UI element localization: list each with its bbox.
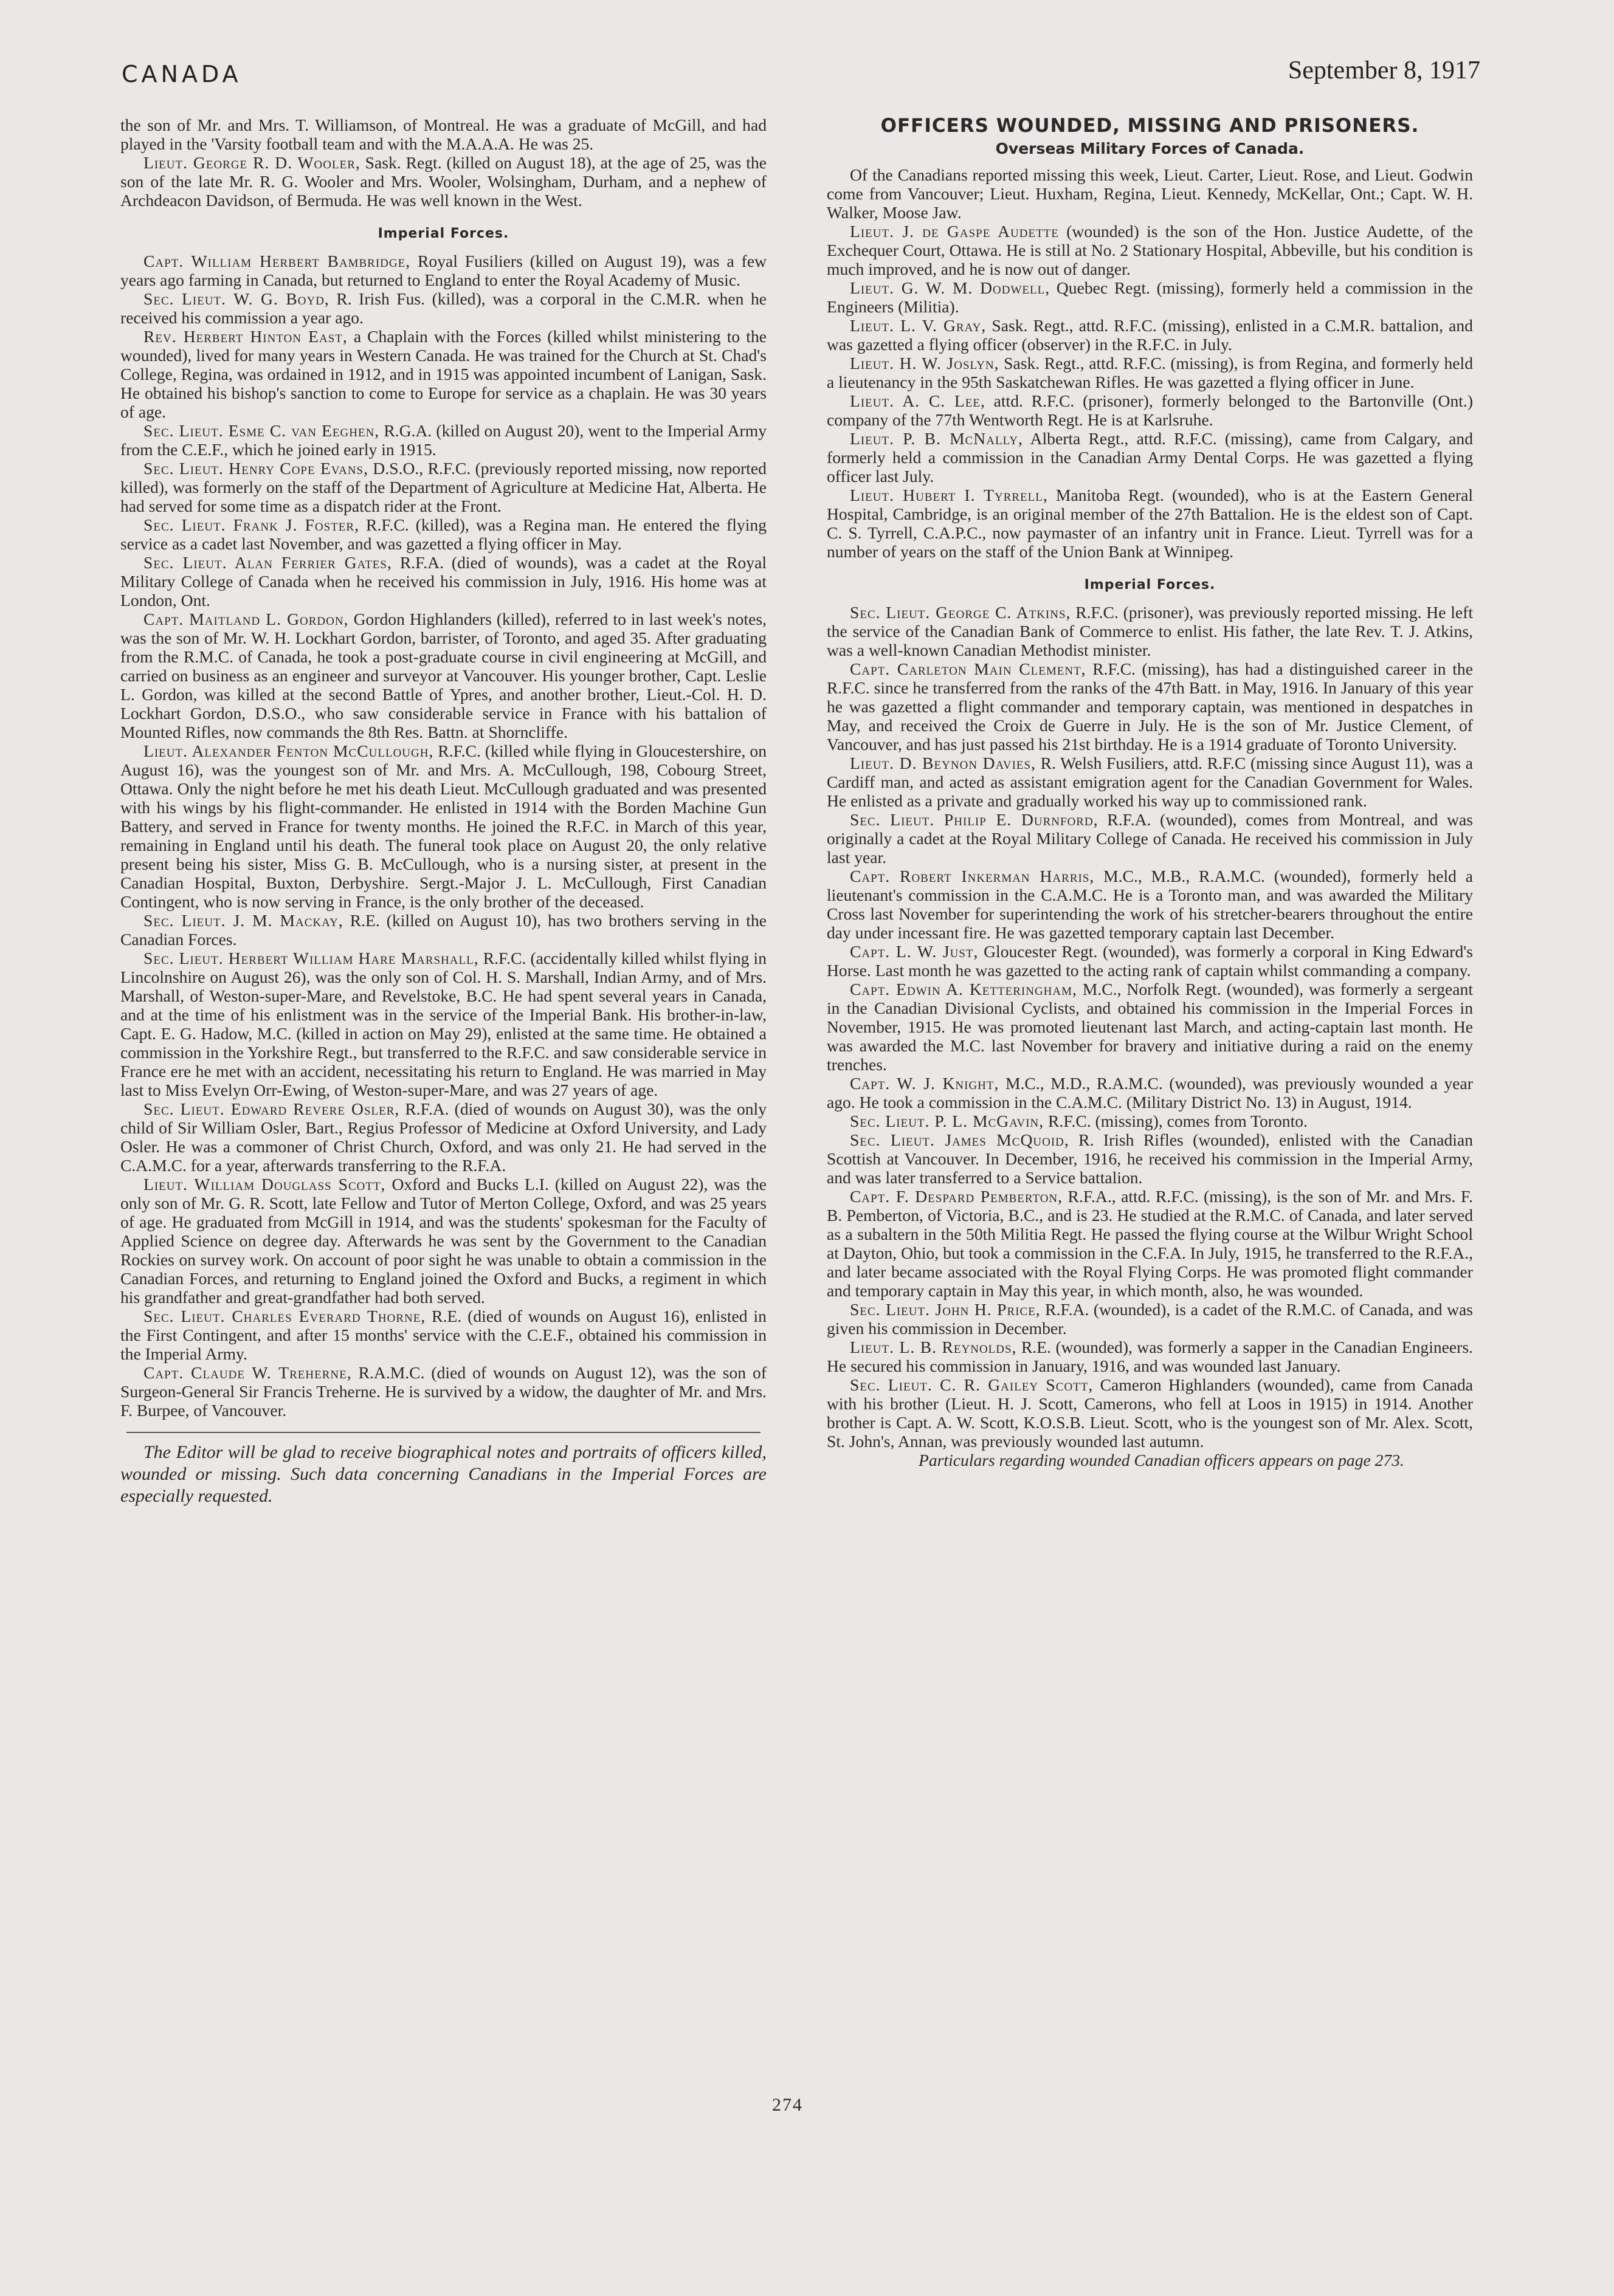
officer-name: Sec. Lieut. W. G. Boyd,: [143, 289, 329, 308]
entry-text: attd. R.F.C. (prisoner), formerly belonged to the Bartonville (Ont.) company of the 77th Wentworth Regt. He is at Karlsruhe.: [827, 391, 1474, 429]
officer-name: Lieut. H. W. Joslyn,: [850, 354, 999, 373]
obituary-entry: [120, 1363, 767, 1420]
obituary-entry: [120, 1307, 767, 1363]
entry-text: R.E. (killed on August 10), has two brothers serving in the Canadian Forces.: [120, 911, 767, 949]
entry-text: R.G.A. (killed on August 20), went to the Imperial Army from the C.E.F., which he joined early in 1915.: [120, 421, 767, 459]
casualty-entry: [827, 603, 1473, 659]
casualty-entry: [827, 1187, 1473, 1300]
entry-text: R. Irish Rifles (wounded), enlisted with the Canadian Scottish at Vancouver. In December, 1916, he received his commission in the Imperial Army, and was later transferred to a Service battalion.: [827, 1130, 1473, 1187]
officer-name: Sec. Lieut. Henry Cope Evans,: [143, 459, 369, 478]
entry-text: Alberta Regt., attd. R.F.C. (missing), came from Calgary, and formerly held a commission in the Canadian Army Dental Corps. He was gazetted a flying officer last July.: [827, 429, 1473, 486]
entry-text: M.C., M.D., R.A.M.C. (wounded), was previously wounded a year ago. He took a commission in the C.A.M.C. (Military District No. 13) in August, 1914.: [827, 1074, 1473, 1112]
entry-text: Sask. Regt., attd. R.F.C. (missing), enlisted in a C.M.R. battalion, and was gazetted a flying officer (observer) in the R.F.C. in July.: [827, 316, 1473, 354]
officer-name: Sec. Lieut. George C. Atkins,: [850, 603, 1071, 622]
obituary-entry: [120, 741, 767, 911]
entry-text: R.F.C. (missing), has had a distinguished career in the R.F.C. since he transferred from the ranks of the 47th Batt. in May, 1916. In January of this year he was gazetted a flight commander and temporary captain, was mentioned in despatches in May, and received the Croix de Guerre in July. He is the son of Mr. Justice Clement, of Vancouver, and has just passed his 21st birthday. He is a 1914 graduate of Toronto University.: [827, 659, 1473, 754]
entry-text: R.F.C. (prisoner), was previously reported missing. He left the service of the Canadian Bank of Commerce to enlist. His father, the late Rev. T. J. Atkins, was a well-known Canadian Methodist minister.: [827, 603, 1473, 659]
entry-text: R.F.A., attd. R.F.C. (missing), is the son of Mr. and Mrs. F. B. Pemberton, of Victoria, B.C., and is 23. He studied at the R.M.C. of Canada, and later served as a subaltern in the 50th Militia Regt. He passed the flying course at the Wilbur Wright School at Dayton, Ohio, but took a commission in the C.F.A. In July, 1915, he transferred to the R.F.A., and later became associated with the Royal Flying Corps. He was promoted flight commander and temporary captain in May this year, in which month, also, he was wounded.: [827, 1187, 1473, 1300]
obituary-entry: [120, 1099, 767, 1175]
officer-name: Capt. F. Despard Pemberton,: [850, 1187, 1063, 1206]
entry-text: R.E. (died of wounds on August 16), enlisted in the First Contingent, and after 15 months' service with the C.E.F., obtained his commission in the Imperial Army.: [120, 1307, 767, 1363]
officer-name: Lieut. A. C. Lee,: [850, 391, 985, 410]
casualty-entry: [827, 222, 1473, 278]
entry-text: R.F.A. (died of wounds on August 30), was the only child of Sir William Osler, Bart., Regius Professor of Medicine at Oxford University, and Lady Osler. He was a commoner of Christ Church, Oxford, and was only 21. He had served in the C.A.M.C. for a year, afterwards transferring to the R.F.A.: [120, 1099, 767, 1175]
imperial-entries-list: [120, 252, 767, 1420]
officer-name: Lieut. P. B. McNally,: [850, 429, 1023, 448]
entry-text: R. Welsh Fusiliers, attd. R.F.C (missing since August 11), was a Cardiff man, and acted as assistant emigration agent for the Canadian Government for Wales. He enlisted as a private and gradually worked his way up to commissioned rank.: [827, 754, 1474, 810]
obituary-entry: [120, 289, 767, 327]
entry-text: Sask. Regt., attd. R.F.C. (missing), is from Regina, and formerly held a lieutenancy in the 95th Saskatchewan Rifles. He was gazetted a flying officer in June.: [827, 354, 1473, 391]
officer-name: Sec. Lieut. James McQuoid,: [850, 1130, 1069, 1149]
entry-text: Royal Fusiliers (killed on August 19), was a few years ago farming in Canada, but returned to England to enter the Royal Academy of Music.: [120, 252, 767, 289]
officer-name: Lieut. George R. D. Wooler,: [143, 153, 360, 172]
officer-name: Sec. Lieut. Alan Ferrier Gates,: [143, 553, 392, 572]
officer-name: Lieut. L. V. Gray,: [850, 316, 987, 335]
casualty-entry: [827, 754, 1473, 810]
imperial-forces-heading: Imperial Forces.: [1084, 577, 1216, 593]
cross-reference-note: Particulars regarding wounded Canadian officers appears on page 273.: [919, 1451, 1404, 1469]
imperial-entries-list: [827, 603, 1473, 1451]
intro-paragraph: Of the Canadians reported missing this week, Lieut. Carter, Lieut. Rose, and Lieut. Godwin come from Vancouver; Lieut. Huxham, Regina, Lieut. Kennedy, McKellar, Ont.; Capt. W. H. Walker, Moose Jaw.: [827, 165, 1473, 222]
section-subtitle: Overseas Military Forces of Canada.: [995, 140, 1305, 157]
officer-name: Lieut. D. Beynon Davies,: [850, 754, 1036, 772]
officer-name: Lieut. William Douglass Scott,: [143, 1175, 386, 1194]
officer-name: Sec. Lieut. Philip E. Durnford,: [850, 810, 1098, 829]
officer-name: Sec. Lieut. P. L. McGavin,: [850, 1112, 1044, 1130]
obituary-entry: [120, 911, 767, 949]
obituary-entry: [120, 327, 767, 421]
casualty-entry: [827, 867, 1473, 942]
entry-text: M.C., Norfolk Regt. (wounded), was formerly a sergeant in the Canadian Divisional Cyclists, and obtained his commission in the Imperial Forces in November, 1915. He was promoted lieutenant last March, and acting-captain last month. He was awarded the M.C. last November for bravery and initiative during a raid on the enemy trenches.: [827, 980, 1473, 1074]
officer-name: Sec. Lieut. Esme C. van Eeghen,: [143, 421, 380, 440]
officer-name: Capt. William Herbert Bambridge,: [143, 252, 411, 270]
casualty-entry: [827, 942, 1473, 980]
entry-text: R. Irish Fus. (killed), was a corporal in the C.M.R. when he received his commission a year ago.: [120, 289, 767, 327]
entry-text: Gordon Highlanders (killed), referred to in last week's notes, was the son of Mr. W. H. Lockhart Gordon, barrister, of Toronto, and aged 35. After graduating from the R.M.C. of Canada, he took a post-graduate course in civil engineering at McGill, and carried on business as an engineer and surveyor at Vancouver. His younger brother, Capt. Leslie L. Gordon, was killed at the second Battle of Ypres, and another brother, Lieut.-Col. H. D. Lockhart Gordon, D.S.O., who saw considerable service in France with his battalion of Mounted Rifles, now commands the 8th Res. Battn. at Shorncliffe.: [120, 610, 767, 741]
casualty-entry: [827, 1112, 1473, 1130]
magazine-title: CANADA: [122, 61, 242, 88]
casualty-entry: [827, 1375, 1473, 1451]
obituary-entry: [120, 949, 767, 1099]
entry-text: (wounded) is the son of the Hon. Justice Audette, of the Exchequer Court, Ottawa. He is still at No. 2 Stationary Hospital, Abbeville, but his condition is much improved, and he is now out of danger.: [827, 222, 1473, 278]
entry-text: R.F.C. (killed), was a Regina man. He entered the flying service as a cadet last November, and was gazetted a flying officer in May.: [120, 515, 767, 553]
obituary-entry: [120, 1175, 767, 1307]
casualty-entry: [827, 316, 1473, 354]
casualty-entry: [827, 1074, 1473, 1112]
officer-name: Sec. Lieut. Edward Revere Osler,: [143, 1099, 400, 1118]
officer-name: Sec. Lieut. Frank J. Foster,: [143, 515, 359, 534]
officer-name: Sec. Lieut. Herbert William Hare Marshall,: [143, 949, 479, 968]
officer-name: Lieut. G. W. M. Dodwell,: [850, 278, 1050, 297]
casualty-entry: [827, 278, 1473, 316]
obituary-entry: [120, 153, 767, 210]
entry-text: Oxford and Bucks L.I. (killed on August 22), was the only son of Mr. G. R. Scott, late Fellow and Tutor of Merton College, Oxford, and was 25 years of age. He graduated from McGill in 1914, and was the students' spokesman for the Faculty of Applied Science on degree day. Afterwards he was sent by the Government to the Canadian Rockies on survey work. On account of poor sight he was unable to obtain a commission in the Canadian Forces, and returning to England joined the Oxford and Bucks, a regiment in which his grandfather and great-grandfather had both served.: [120, 1175, 767, 1307]
officer-name: Lieut. J. de Gaspe Audette: [850, 222, 1059, 241]
editor-note: The Editor will be glad to receive biographical notes and portraits of officers killed, wounded or missing. Such data concerning Canadians in the Imperial Forces are especially requested.: [120, 1442, 767, 1506]
obituary-entry: [120, 252, 767, 289]
continued-paragraph: the son of Mr. and Mrs. T. Williamson, of Montreal. He was a graduate of McGill, and had played in the 'Varsity football team and with the M.A.A.A. He was 25.: [120, 115, 767, 153]
issue-date: September 8, 1917: [1288, 57, 1480, 84]
entry-text: Cameron Highlanders (wounded), came from Canada with his brother (Lieut. H. J. Scott, Camerons, who fell at Loos in 1915) in 1914. Another brother is Capt. A. W. Scott, K.O.S.B. Lieut. Scott, who is the youngest son of Mr. Alex. Scott, St. John's, Annan, was previously wounded last autumn.: [827, 1375, 1473, 1451]
officer-name: Lieut. Hubert I. Tyrrell,: [850, 486, 1048, 504]
entry-text: R.F.C. (missing), comes from Toronto.: [1044, 1112, 1308, 1130]
casualty-entry: [827, 1300, 1473, 1338]
canada-entries-list: [827, 222, 1473, 561]
entry-text: Manitoba Regt. (wounded), who is at the Eastern General Hospital, Cambridge, is an original member of the 27th Battalion. He is the eldest son of Capt. C. S. Tyrrell, C.A.P.C., now paymaster of an infantry unit in France. Lieut. Tyrrell was for a number of years on the staff of the Union Bank at Winnipeg.: [827, 486, 1473, 561]
right-column: [827, 115, 1473, 1469]
section-title: OFFICERS WOUNDED, MISSING AND PRISONERS.: [880, 115, 1419, 137]
entry-text: M.C., M.B., R.A.M.C. (wounded), formerly held a lieutenant's commission in the C.A.M.C. He is a Toronto man, and was awarded the Military Cross last November for superintending the work of his stretcher-bearers throughout the entire day under incessant fire. He was gazetted temporary captain last December.: [827, 867, 1473, 942]
officer-name: Capt. L. W. Just,: [850, 942, 979, 961]
entry-text: R.F.A. (wounded), is a cadet of the R.M.C. of Canada, and was given his commission in December.: [827, 1300, 1473, 1338]
officer-name: Sec. Lieut. John H. Price,: [850, 1300, 1041, 1319]
officer-name: Lieut. L. B. Reynolds,: [850, 1338, 1017, 1356]
officer-name: Lieut. Alexander Fenton McCullough,: [143, 741, 434, 760]
entry-text: R.A.M.C. (died of wounds on August 12), was the son of Surgeon-General Sir Francis Treherne. He is survived by a widow, the daughter of Mr. and Mrs. F. Burpee, of Vancouver.: [120, 1363, 767, 1420]
entry-text: a Chaplain with the Forces (killed whilst ministering to the wounded), lived for many years in Western Canada. He was trained for the Church at St. Chad's College, Regina, was ordained in 1912, and in 1915 was appointed incumbent of Lanigan, Sask. He obtained his bishop's sanction to come to Europe for service as a chaplain. He was 30 years of age.: [120, 327, 767, 421]
entry-text: Gloucester Regt. (wounded), was formerly a corporal in King Edward's Horse. Last month he was gazetted to the acting rank of captain whilst commanding a company.: [827, 942, 1473, 980]
casualty-entry: [827, 429, 1473, 486]
casualty-entry: [827, 659, 1473, 754]
casualty-entry: [827, 1338, 1473, 1375]
officer-name: Capt. W. J. Knight,: [850, 1074, 999, 1093]
obituary-entry: [120, 610, 767, 741]
entry-text: R.F.C. (killed while flying in Gloucestershire, on August 16), was the youngest son of Mr. and Mrs. A. McCullough, 198, Cobourg Street, Ottawa. Only the night before he met his death Lieut. McCullough graduated and was presented with his wings by his flight-commander. He enlisted in 1914 with the Borden Machine Gun Battery, and served in France for twenty months. He joined the R.F.C. in March of this year, remaining in England until his death. The funeral took place on August 20, the only relative present being his sister, Miss G. B. McCullough, who is a nursing sister, at present in the Canadian Hospital, Buxton, Derbyshire. Sergt.-Major J. L. McCullough, First Canadian Contingent, who is now serving in France, is the only brother of the deceased.: [120, 741, 767, 911]
entry-text: R.F.A. (wounded), comes from Montreal, and was originally a cadet at the Royal Military College of Canada. He received his commission in July last year.: [827, 810, 1473, 867]
officer-name: Capt. Edwin A. Ketteringham,: [850, 980, 1077, 998]
officer-name: Sec. Lieut. J. M. Mackay,: [143, 911, 343, 930]
entry-text: R.F.C. (accidentally killed whilst flying in Lincolnshire on August 26), was the only son of Col. H. S. Marshall, Indian Army, and of Mrs. Marshall, of Weston-super-Mare, and Revelstoke, B.C. He had spent several years in Canada, and at the time of his enlistment was in the service of the Imperial Bank. His brother-in-law, Capt. E. G. Hadow, M.C. (killed in action on May 29), enlisted at the same time. He obtained a commission in the Yorkshire Regt., but transferred to the R.F.C. and saw considerable service in France ere he met with an accident, necessitating his return to England. He was married in May last to Miss Evelyn Orr-Ewing, of Weston-super-Mare, and was 27 years of age.: [120, 949, 767, 1099]
obituary-entry: [120, 459, 767, 515]
officer-name: Capt. Robert Inkerman Harris,: [850, 867, 1095, 885]
divider: [126, 1432, 760, 1433]
casualty-entry: [827, 1130, 1473, 1187]
left-column: [120, 115, 767, 1507]
casualty-entry: [827, 486, 1473, 561]
officer-name: Sec. Lieut. Charles Everard Thorne,: [143, 1307, 426, 1325]
casualty-entry: [827, 354, 1473, 391]
entry-text: R.E. (wounded), was formerly a sapper in the Canadian Engineers. He secured his commission in January, 1916, and was wounded last January.: [827, 1338, 1474, 1375]
obituary-entry: [120, 421, 767, 459]
entry-text: D.S.O., R.F.C. (previously reported missing, now reported killed), was formerly on the staff of the Department of Agriculture at Medicine Hat, Alberta. He had served for some time as a dispatch rider at the Front.: [120, 459, 767, 515]
obituary-entry: [120, 515, 767, 553]
casualty-entry: [827, 980, 1473, 1074]
casualty-entry: [827, 391, 1473, 429]
officer-name: Rev. Herbert Hinton East,: [143, 327, 348, 346]
casualty-entry: [827, 810, 1473, 867]
entry-text: Quebec Regt. (missing), formerly held a commission in the Engineers (Militia).: [827, 278, 1473, 316]
officer-name: Sec. Lieut. C. R. Gailey Scott,: [850, 1375, 1094, 1394]
officer-name: Capt. Claude W. Treherne,: [143, 1363, 352, 1382]
entry-text: R.F.A. (died of wounds), was a cadet at the Royal Military College of Canada when he received his commission in July, 1916. His home was at London, Ont.: [120, 553, 767, 610]
entry-text: Sask. Regt. (killed on August 18), at the age of 25, was the son of the late Mr. R. G. Wooler and Mrs. Wooler, Wolsingham, Durham, and a nephew of Archdeacon Davidson, of Bermuda. He was well known in the West.: [120, 153, 767, 210]
officer-name: Capt. Maitland L. Gordon,: [143, 610, 349, 628]
page-number: 274: [772, 2095, 803, 2115]
obituary-entry: [120, 553, 767, 610]
officer-name: Capt. Carleton Main Clement,: [850, 659, 1086, 678]
imperial-forces-heading: Imperial Forces.: [378, 226, 509, 241]
